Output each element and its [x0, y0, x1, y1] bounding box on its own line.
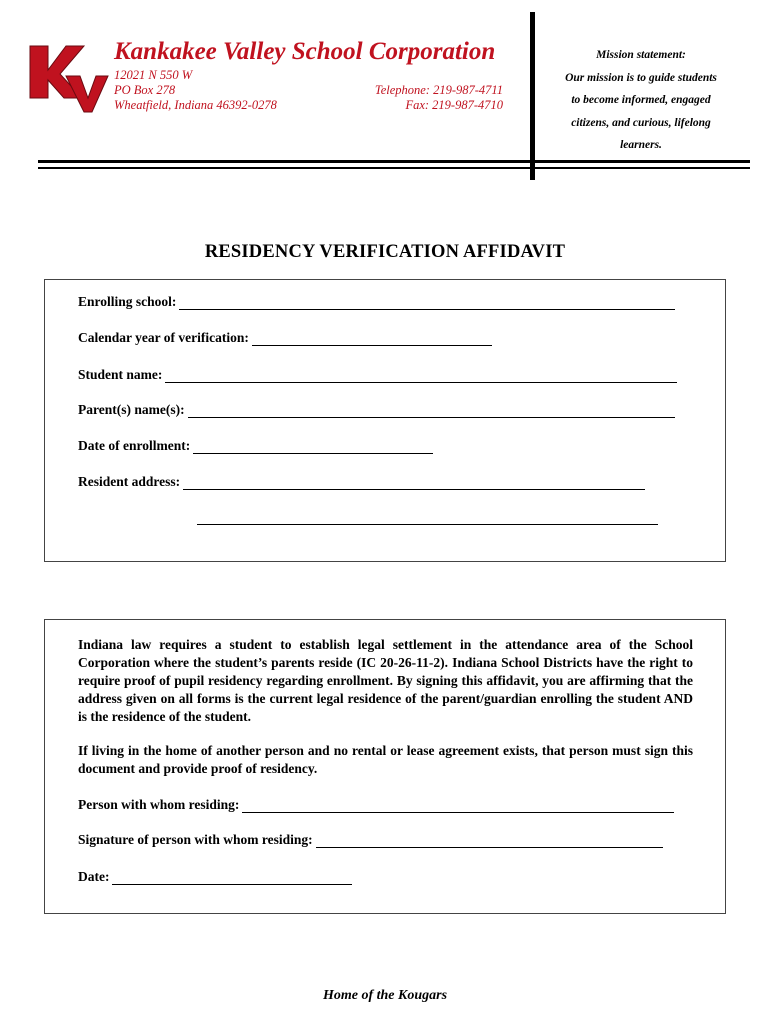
legal-notice-paragraph: Indiana law requires a student to establish legal settlement in the attendance area of the School Corporation where the student’s parents reside (IC 20-26-11-2). Indiana School Districts have the right to require proof of pupil residency regarding enrollment. By signing this affidavit, you are affirming that the address given on all forms is the current legal residence of the parent/guardian enrolling the student AND is the residence of the student.: [78, 637, 693, 724]
page-title: RESIDENCY VERIFICATION AFFIDAVIT: [204, 242, 566, 262]
enrolling-school-line[interactable]: [179, 295, 675, 310]
date-of-enrollment-line[interactable]: [193, 439, 433, 454]
resident-address-line-2[interactable]: [197, 523, 658, 525]
address-line-3: Wheatfield, Indiana 46392-0278: [114, 98, 277, 112]
student-name-label: Student name:: [78, 367, 163, 382]
fax: Fax: 219-987-4710: [405, 98, 503, 112]
mission-line-3: citizens, and curious, lifelong: [571, 116, 711, 129]
mission-line-4: learners.: [620, 139, 662, 151]
date-of-enrollment-label: Date of enrollment:: [78, 438, 191, 453]
calendar-year-label: Calendar year of verification:: [78, 330, 249, 345]
resident-address-field: [78, 474, 645, 490]
person-with-whom-field: [78, 797, 674, 813]
parent-names-line[interactable]: [188, 403, 675, 418]
kv-logo: [26, 40, 110, 114]
school-name: Kankakee Valley School Corporation: [114, 38, 496, 65]
signature-line[interactable]: [316, 833, 663, 848]
parent-names-field: [78, 402, 675, 418]
enrolling-school-label: Enrolling school:: [78, 294, 177, 309]
contact-info: [375, 83, 503, 113]
address-line-2: PO Box 278: [114, 83, 176, 97]
enrolling-school-field: [78, 294, 675, 310]
mission-statement: [541, 44, 741, 157]
resident-address-line-1[interactable]: [183, 475, 645, 490]
date-line[interactable]: [112, 870, 352, 885]
header-divider-top: [38, 160, 750, 163]
student-name-field: [78, 367, 677, 383]
mission-heading: Mission statement:: [596, 49, 686, 61]
address-line-1: 12021 N 550 W: [114, 68, 193, 82]
date-label: Date:: [78, 869, 110, 884]
footer-tagline: Home of the Kougars: [322, 988, 448, 1003]
person-with-whom-line[interactable]: [242, 798, 674, 813]
date-of-enrollment-field: [78, 438, 433, 454]
person-with-whom-label: Person with whom residing:: [78, 797, 240, 812]
date-field: [78, 869, 352, 885]
header-vertical-divider: [530, 12, 535, 180]
student-name-line[interactable]: [165, 368, 677, 383]
signature-label: Signature of person with whom residing:: [78, 832, 313, 847]
parent-names-label: Parent(s) name(s):: [78, 402, 185, 417]
resident-address-label: Resident address:: [78, 474, 181, 489]
telephone: Telephone: 219-987-4711: [374, 83, 503, 97]
residency-notice-paragraph: If living in the home of another person and no rental or lease agreement exists, that person must sign this document and provide proof of residency.: [78, 743, 693, 776]
header-divider-bottom: [38, 167, 750, 169]
signature-field: [78, 832, 663, 848]
enrollment-form-box: [44, 279, 726, 562]
mission-line-2: to become informed, engaged: [571, 94, 711, 106]
school-address: [114, 68, 277, 113]
calendar-year-line[interactable]: [252, 331, 492, 346]
mission-line-1: Our mission is to guide students: [565, 71, 717, 84]
calendar-year-field: [78, 330, 492, 346]
